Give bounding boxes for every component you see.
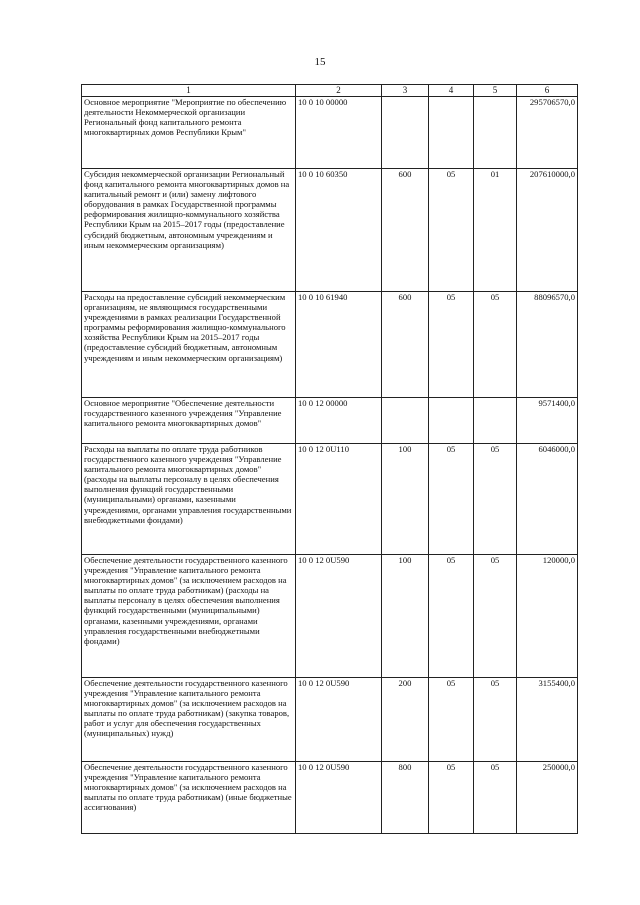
table-row (82, 678, 578, 762)
row-section: 05 (429, 444, 474, 555)
row-amount: 6046000,0 (517, 444, 578, 555)
row-expense-type: 600 (382, 292, 429, 398)
column-header-section: 4 (429, 85, 474, 97)
row-name: Расходы на выплаты по оплате труда работников государственного казенного учреждения "Управление капитального ремонта многоквартирных домов" (расходы на выплаты персоналу в целях обеспечения выполнения функций государственными (муниципальными) органами, казенными учреждениями, органами управления государственными внебюджетными фондами) (82, 444, 296, 555)
row-code: 10 0 12 0U590 (296, 678, 382, 762)
row-subsection: 05 (474, 292, 517, 398)
row-subsection: 05 (474, 762, 517, 834)
row-expense-type (382, 97, 429, 169)
row-section: 05 (429, 762, 474, 834)
budget-table (81, 84, 578, 834)
table-row (82, 97, 578, 169)
row-name: Обеспечение деятельности государственного казенного учреждения "Управление капитального ремонта многоквартирных домов" (за исключением расходов на выплаты по оплате труда работникам) (закупка товаров, работ и услуг для обеспечения государственных (муниципальных) нужд) (82, 678, 296, 762)
row-section: 05 (429, 169, 474, 292)
row-code: 10 0 12 0U590 (296, 762, 382, 834)
row-expense-type: 800 (382, 762, 429, 834)
row-expense-type: 200 (382, 678, 429, 762)
row-expense-type: 600 (382, 169, 429, 292)
row-expense-type: 100 (382, 444, 429, 555)
row-code: 10 0 12 0U590 (296, 555, 382, 678)
row-amount: 3155400,0 (517, 678, 578, 762)
table-row (82, 398, 578, 444)
column-header-name: 1 (82, 85, 296, 97)
row-amount: 295706570,0 (517, 97, 578, 169)
row-section: 05 (429, 555, 474, 678)
row-subsection: 05 (474, 678, 517, 762)
column-header-expense-type: 3 (382, 85, 429, 97)
row-subsection (474, 97, 517, 169)
page-number: 15 (314, 56, 326, 68)
row-name: Обеспечение деятельности государственного казенного учреждения "Управление капитального ремонта многоквартирных домов" (за исключением расходов на выплаты по оплате труда работникам) (расходы на выплаты персоналу в целях обеспечения выполнения функций государственными (муниципальными) органами, казенными учреждениями, органами управления государственными внебюджетными фондами) (82, 555, 296, 678)
row-subsection (474, 398, 517, 444)
row-expense-type: 100 (382, 555, 429, 678)
row-subsection: 05 (474, 444, 517, 555)
table-row (82, 444, 578, 555)
row-name: Субсидия некоммерческой организации Региональный фонд капитального ремонта многоквартирных домов на капитальный ремонт и (или) замену лифтового оборудования в рамках Государственной программы реформирования жилищно-коммунального хозяйства Республики Крым на 2015–2017 годы (предоставление субсидий бюджетным, автономным учреждениям и иным некоммерческим организациям) (82, 169, 296, 292)
row-expense-type (382, 398, 429, 444)
column-header-amount: 6 (517, 85, 578, 97)
row-code: 10 0 10 61940 (296, 292, 382, 398)
row-amount: 250000,0 (517, 762, 578, 834)
row-name: Основное мероприятие "Обеспечение деятельности государственного казенного учреждения "Управление капитального ремонта многоквартирных домов" (82, 398, 296, 444)
table-row (82, 762, 578, 834)
table-row (82, 169, 578, 292)
row-subsection: 01 (474, 169, 517, 292)
row-section (429, 97, 474, 169)
row-amount: 9571400,0 (517, 398, 578, 444)
table-row (82, 292, 578, 398)
column-header-subsection: 5 (474, 85, 517, 97)
row-amount: 120000,0 (517, 555, 578, 678)
row-name: Основное мероприятие "Мероприятие по обеспечению деятельности Некоммерческой организации Региональный фонд капитального ремонта многоквартирных домов Республики Крым" (82, 97, 296, 169)
row-name: Обеспечение деятельности государственного казенного учреждения "Управление капитального ремонта многоквартирных домов" (за исключением расходов на выплаты по оплате труда работникам) (иные бюджетные ассигнования) (82, 762, 296, 834)
row-name: Расходы на предоставление субсидий некоммерческим организациям, не являющимся государственными учреждениями в рамках реализации Государственной программы реформирования жилищно-коммунального хозяйства Республики Крым на 2015–2017 годы (предоставление субсидий бюджетным, автономным учреждениям и иным некоммерческим организациям) (82, 292, 296, 398)
row-code: 10 0 12 00000 (296, 398, 382, 444)
column-header-code: 2 (296, 85, 382, 97)
row-section: 05 (429, 678, 474, 762)
header-row (82, 85, 578, 97)
row-code: 10 0 10 00000 (296, 97, 382, 169)
row-subsection: 05 (474, 555, 517, 678)
row-code: 10 0 12 0U110 (296, 444, 382, 555)
row-amount: 207610000,0 (517, 169, 578, 292)
row-section: 05 (429, 292, 474, 398)
row-code: 10 0 10 60350 (296, 169, 382, 292)
row-section (429, 398, 474, 444)
row-amount: 88096570,0 (517, 292, 578, 398)
table-row (82, 555, 578, 678)
